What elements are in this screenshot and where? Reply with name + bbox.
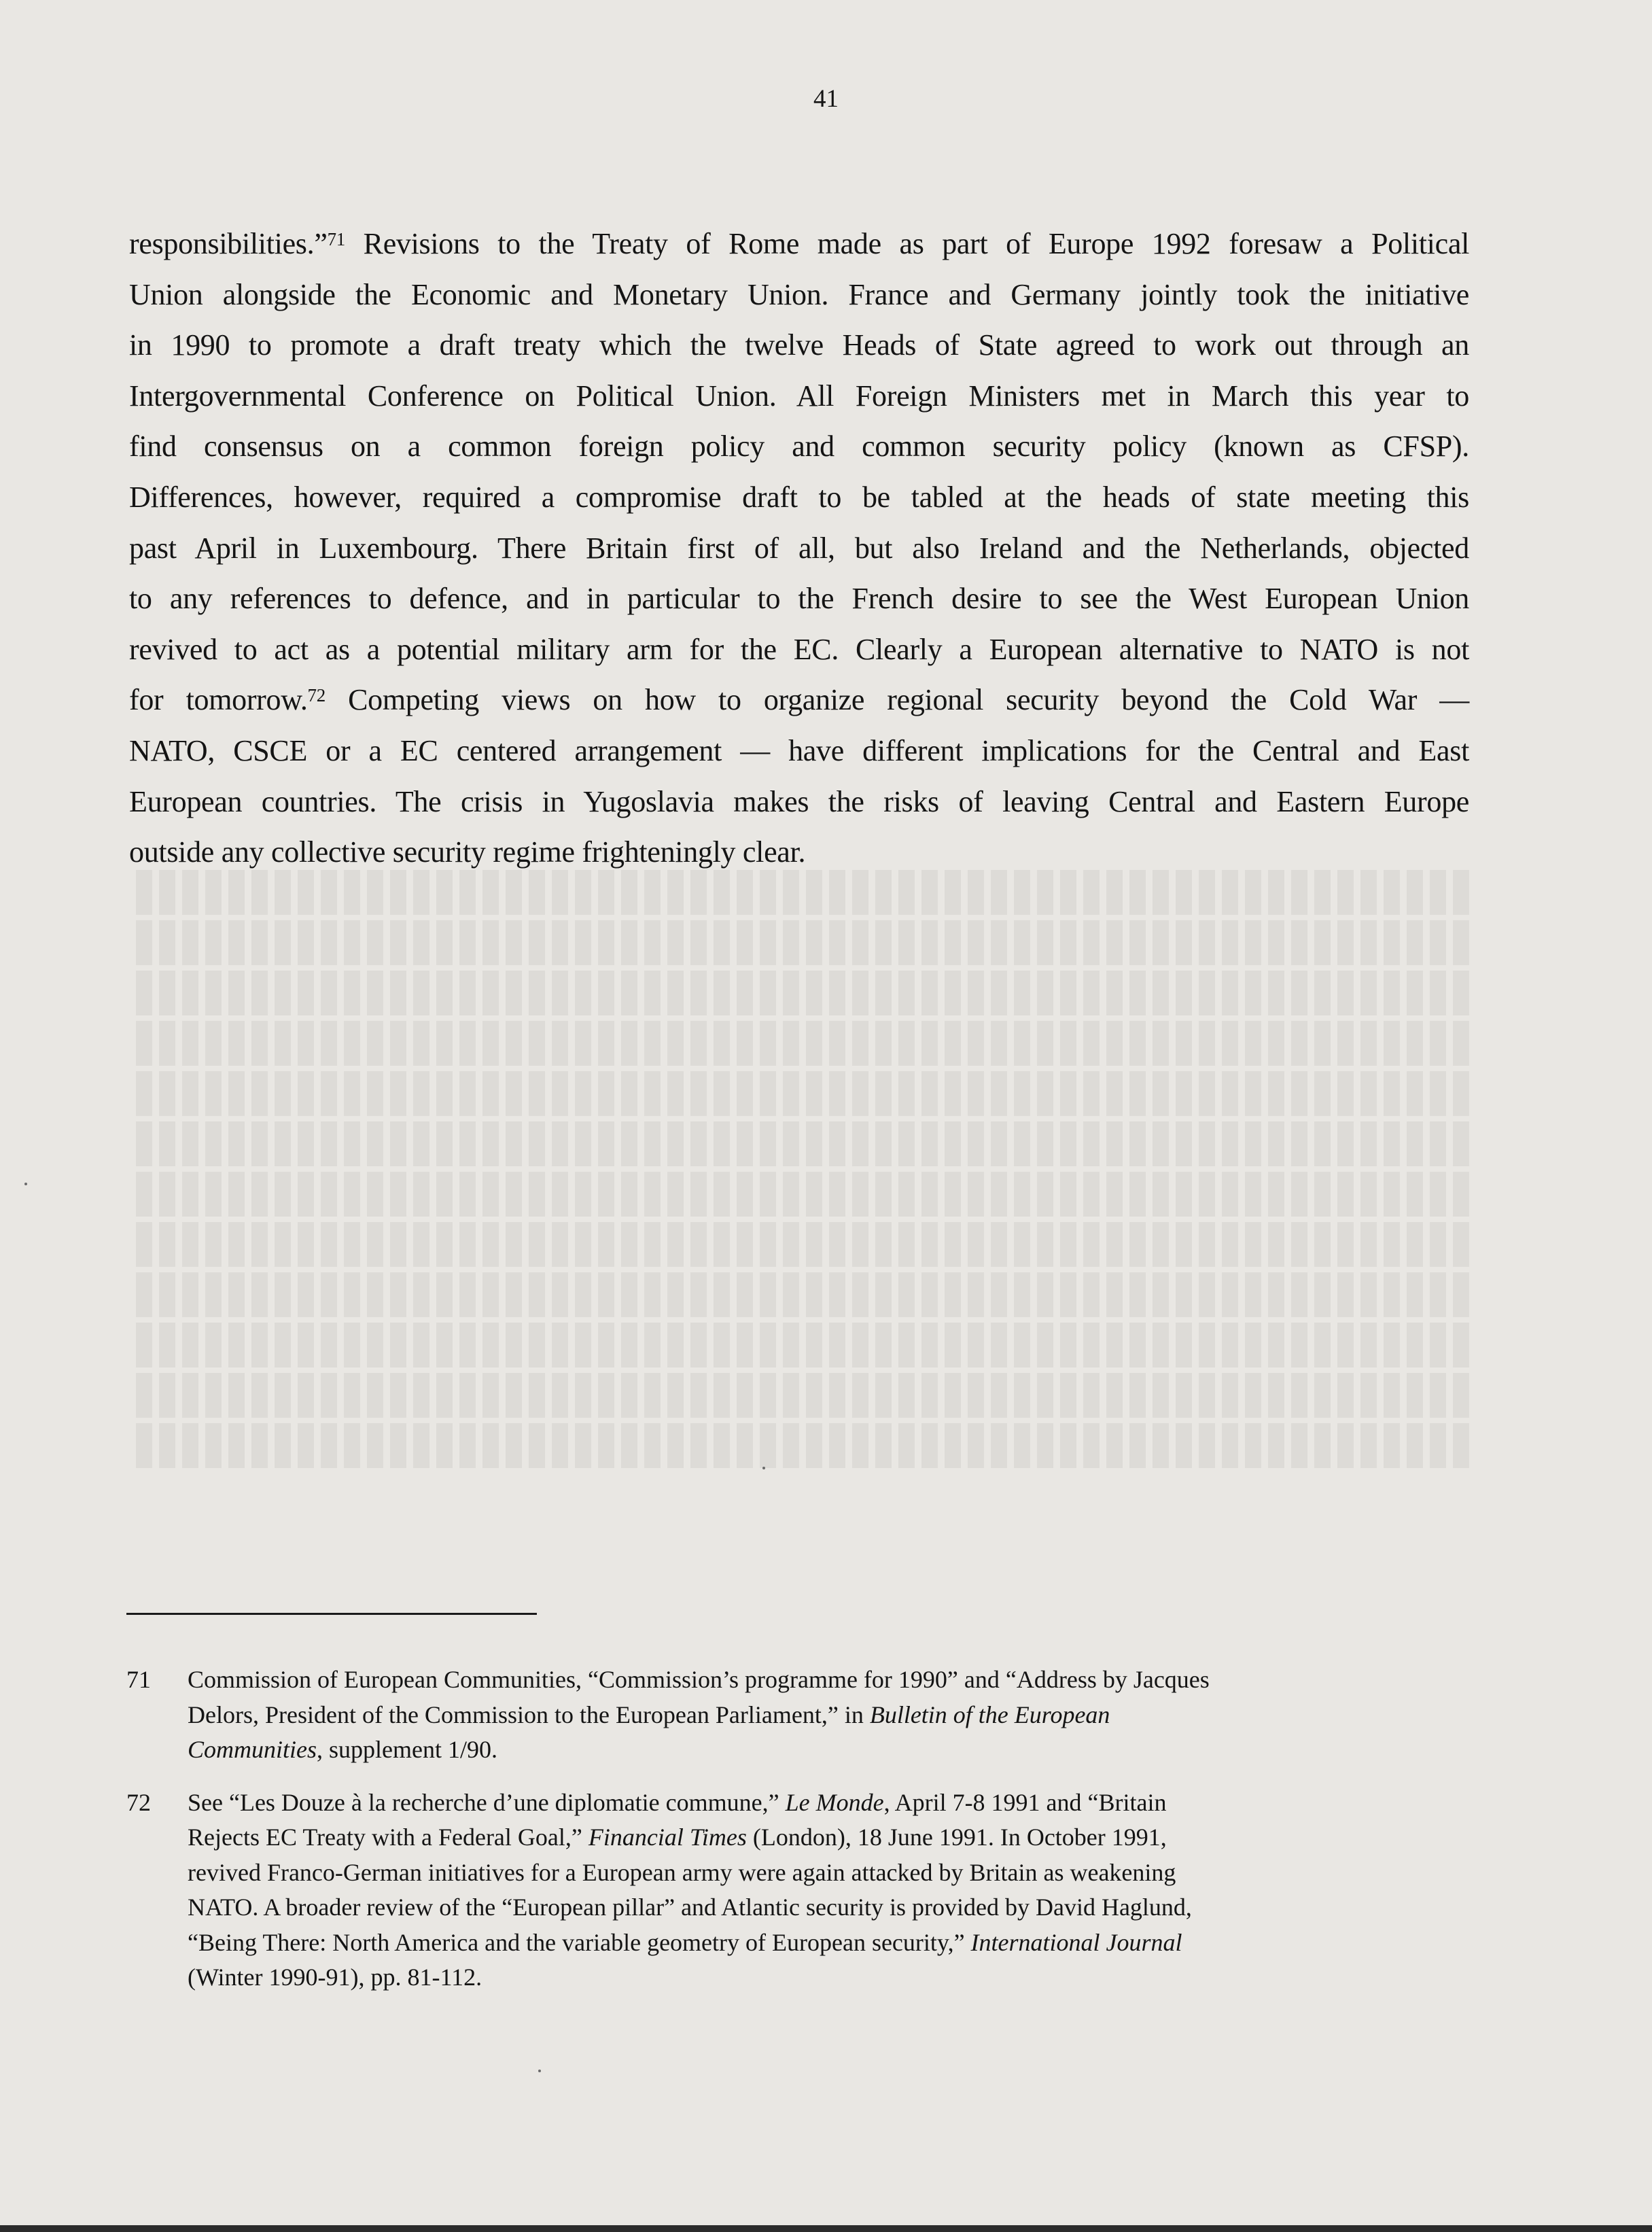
footnote-reference: 72: [307, 685, 326, 706]
footnote-71: [126, 1662, 1438, 1768]
scan-speck: [24, 1183, 27, 1185]
footnote-line: Rejects EC Treaty with a Federal Goal,” Financial Times (London), 18 June 1991. In October 1991,: [188, 1824, 1167, 1851]
footnote-line: Delors, President of the Commission to the European Parliament,” in Bulletin of the European: [188, 1701, 1110, 1728]
footnote-line: “Being There: North America and the variable geometry of European security,” International Journal: [188, 1928, 1182, 1956]
body-line: in 1990 to promote a draft treaty which the twelve Heads of State agreed to work out through an: [129, 328, 1469, 362]
body-line: past April in Luxembourg. There Britain first of all, but also Ireland and the Netherlands, objected: [129, 531, 1469, 565]
body-line: Differences, however, required a compromise draft to be tabled at the heads of state meeting this: [129, 480, 1469, 514]
footnote-line: Communities, supplement 1/90.: [188, 1736, 497, 1763]
footnote-line: Commission of European Communities, “Commission’s programme for 1990” and “Address by Jacques: [188, 1666, 1210, 1693]
body-line: NATO, CSCE or a EC centered arrangement — have different implications for the Central and East: [129, 733, 1469, 767]
scan-speck: [762, 1467, 765, 1469]
footnote-number: 71: [126, 1666, 151, 1693]
bleed-through-texture: [129, 870, 1469, 1474]
footnote-line: See “Les Douze à la recherche d’une diplomatie commune,” Le Monde, April 7-8 1991 and “Britain: [188, 1788, 1167, 1816]
body-line: to any references to defence, and in particular to the French desire to see the West European Union: [129, 582, 1469, 616]
body-paragraph: [129, 219, 1469, 878]
body-line: Intergovernmental Conference on Political Union. All Foreign Ministers met in March this year to: [129, 379, 1469, 413]
body-line: Union alongside the Economic and Monetary Union. France and Germany jointly took the initiative: [129, 277, 1469, 311]
body-line: outside any collective security regime frighteningly clear.: [129, 835, 806, 869]
body-line: revived to act as a potential military arm for the EC. Clearly a European alternative to NATO is not: [129, 632, 1469, 666]
body-line: responsibilities.”$^{71}$ Revisions to the Treaty of Rome made as part of Europe 1992 foresaw a Political: [129, 227, 1469, 260]
footnote-72: [126, 1785, 1438, 1995]
footnote-number: 72: [126, 1788, 151, 1816]
footnote-separator: [126, 1613, 537, 1615]
footnotes: [126, 1662, 1438, 2013]
footnote-line: revived Franco-German initiatives for a European army were again attacked by Britain as weakening: [188, 1858, 1176, 1886]
footnote-reference: 71: [327, 229, 345, 249]
body-line: European countries. The crisis in Yugoslavia makes the risks of leaving Central and Eastern Europe: [129, 784, 1469, 818]
scan-bottom-edge: [0, 2225, 1652, 2232]
scan-speck: [538, 2070, 541, 2072]
footnote-line: NATO. A broader review of the “European pillar” and Atlantic security is provided by David Haglund,: [188, 1894, 1192, 1921]
footnote-line: (Winter 1990-91), pp. 81-112.: [188, 1964, 482, 1991]
page-number: 41: [813, 85, 839, 113]
body-line: for tomorrow.$^{72}$ Competing views on how to organize regional security beyond the Cold War —: [129, 683, 1469, 717]
body-line: find consensus on a common foreign policy and common security policy (known as CFSP).: [129, 430, 1469, 464]
